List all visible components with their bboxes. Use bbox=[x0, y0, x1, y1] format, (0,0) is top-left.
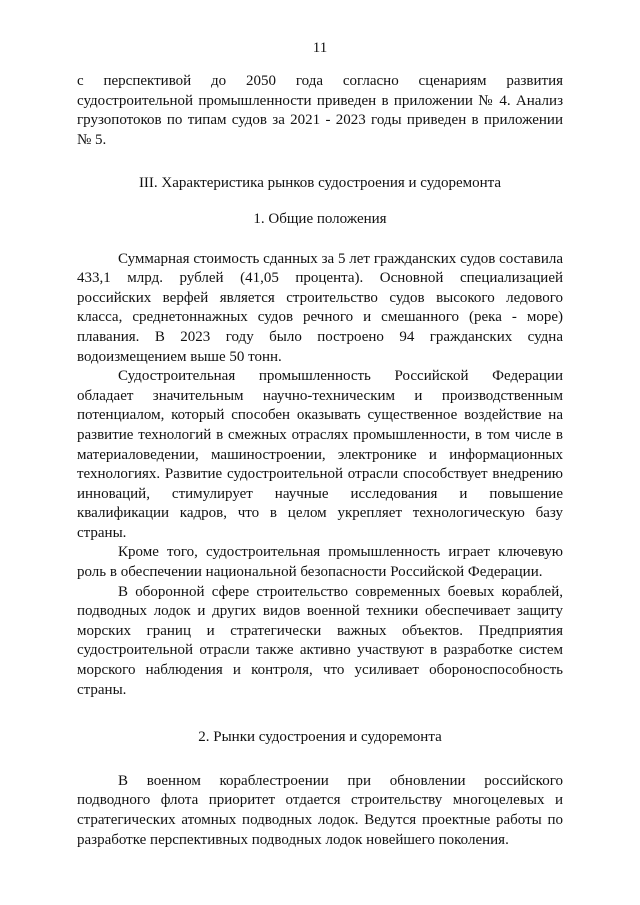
subsection-heading-general: 1. Общие положения bbox=[253, 210, 387, 227]
page-content bbox=[77, 72, 563, 850]
paragraph-cost-summary: Суммарная стоимость сданных за 5 лет гражданских судов составила 433,1 млрд. рублей (41,05 процента). Основной специализацией российских верфей является строительство судов высокого ледового класса, среднетоннажных судов речного и смешанного (река - море) плавания. В 2023 году было построено 94 гражданских судна водоизмещением выше 50 тонн. bbox=[77, 250, 563, 365]
section-heading: III. Характеристика рынков судостроения и судоремонта bbox=[138, 175, 502, 192]
page-number: 11 bbox=[312, 40, 328, 56]
paragraph-military-shipbuilding: В военном кораблестроении при обновлении российского подводного флота приоритет отдается строительству многоцелевых и стратегических атомных подводных лодок. Ведутся проектные работы по разработке перспективных подводных лодок новейшего поколения. bbox=[77, 772, 563, 848]
paragraph-industry-potential: Судостроительная промышленность Российской Федерации обладает значительным научно-техническим и производственным потенциалом, который способен оказывать существенное воздействие на развитие технологий в смежных отраслях промышленности, в том числе в материаловедении, машиностроении, электронике и информационных технологиях. Развитие судостроительной отрасли способствует внедрению инноваций, стимулирует научные исследования и повышение квалификации кадров, что в целом укрепляет технологическую базу страны. bbox=[77, 368, 563, 541]
paragraph-continuation: с перспективой до 2050 года согласно сценариям развития судостроительной промышленности приведен в приложении № 4. Анализ грузопотоков по типам судов за 2021 - 2023 годы приведен в приложении № 5. bbox=[77, 73, 563, 148]
subsection-heading-markets: 2. Рынки судостроения и судоремонта bbox=[198, 729, 442, 746]
paragraph-national-security: Кроме того, судостроительная промышленность играет ключевую роль в обеспечении национальной безопасности Российской Федерации. bbox=[77, 544, 563, 581]
paragraph-defense-sphere: В оборонной сфере строительство современных боевых кораблей, подводных лодок и других видов военной техники обеспечивает защиту морских границ и стратегически важных объектов. Предприятия судостроительной отрасли также активно участвуют в разработке систем морского наблюдения и контроля, что усиливает обороноспособность страны. bbox=[77, 583, 563, 698]
